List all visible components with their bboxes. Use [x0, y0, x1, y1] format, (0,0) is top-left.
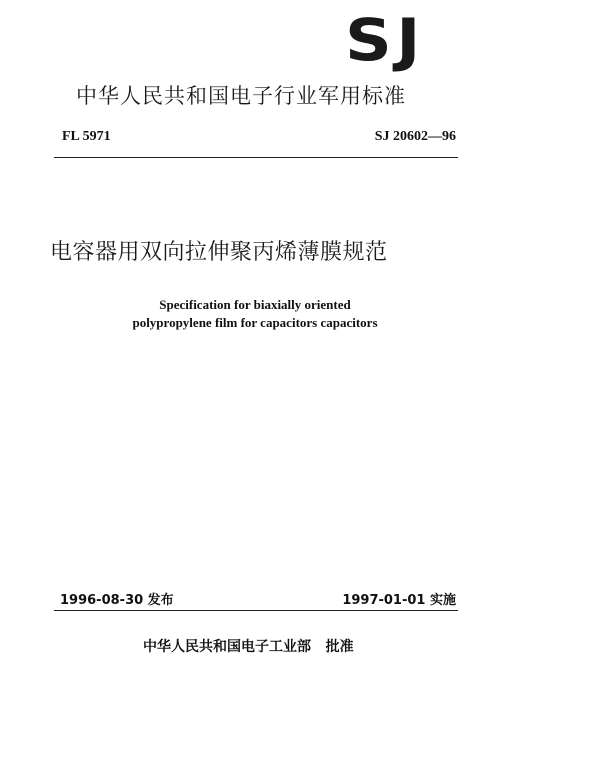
issue-date: 1996-08-30 发布 [60, 593, 174, 608]
header-divider [54, 157, 458, 158]
sj-logo: SJ [345, 6, 425, 74]
english-title-line-2: polypropylene film for capacitors capacitors [132, 315, 378, 330]
standard-category: 中华人民共和国电子行业军用标准 [76, 84, 406, 108]
document-title-chinese: 电容器用双向拉伸聚丙烯薄膜规范 [50, 240, 388, 265]
footer-divider [54, 610, 458, 611]
approval-organization: 中华人民共和国电子工业部 [143, 639, 311, 655]
classification-code: FL 5971 [62, 129, 111, 144]
document-title-english [0, 296, 510, 332]
approval-line [143, 638, 354, 656]
standard-number: SJ 20602—96 [374, 129, 456, 144]
english-title-line-1: Specification for biaxially oriented [159, 297, 351, 312]
approval-word: 批准 [325, 639, 354, 655]
effective-date: 1997-01-01 实施 [342, 593, 456, 608]
